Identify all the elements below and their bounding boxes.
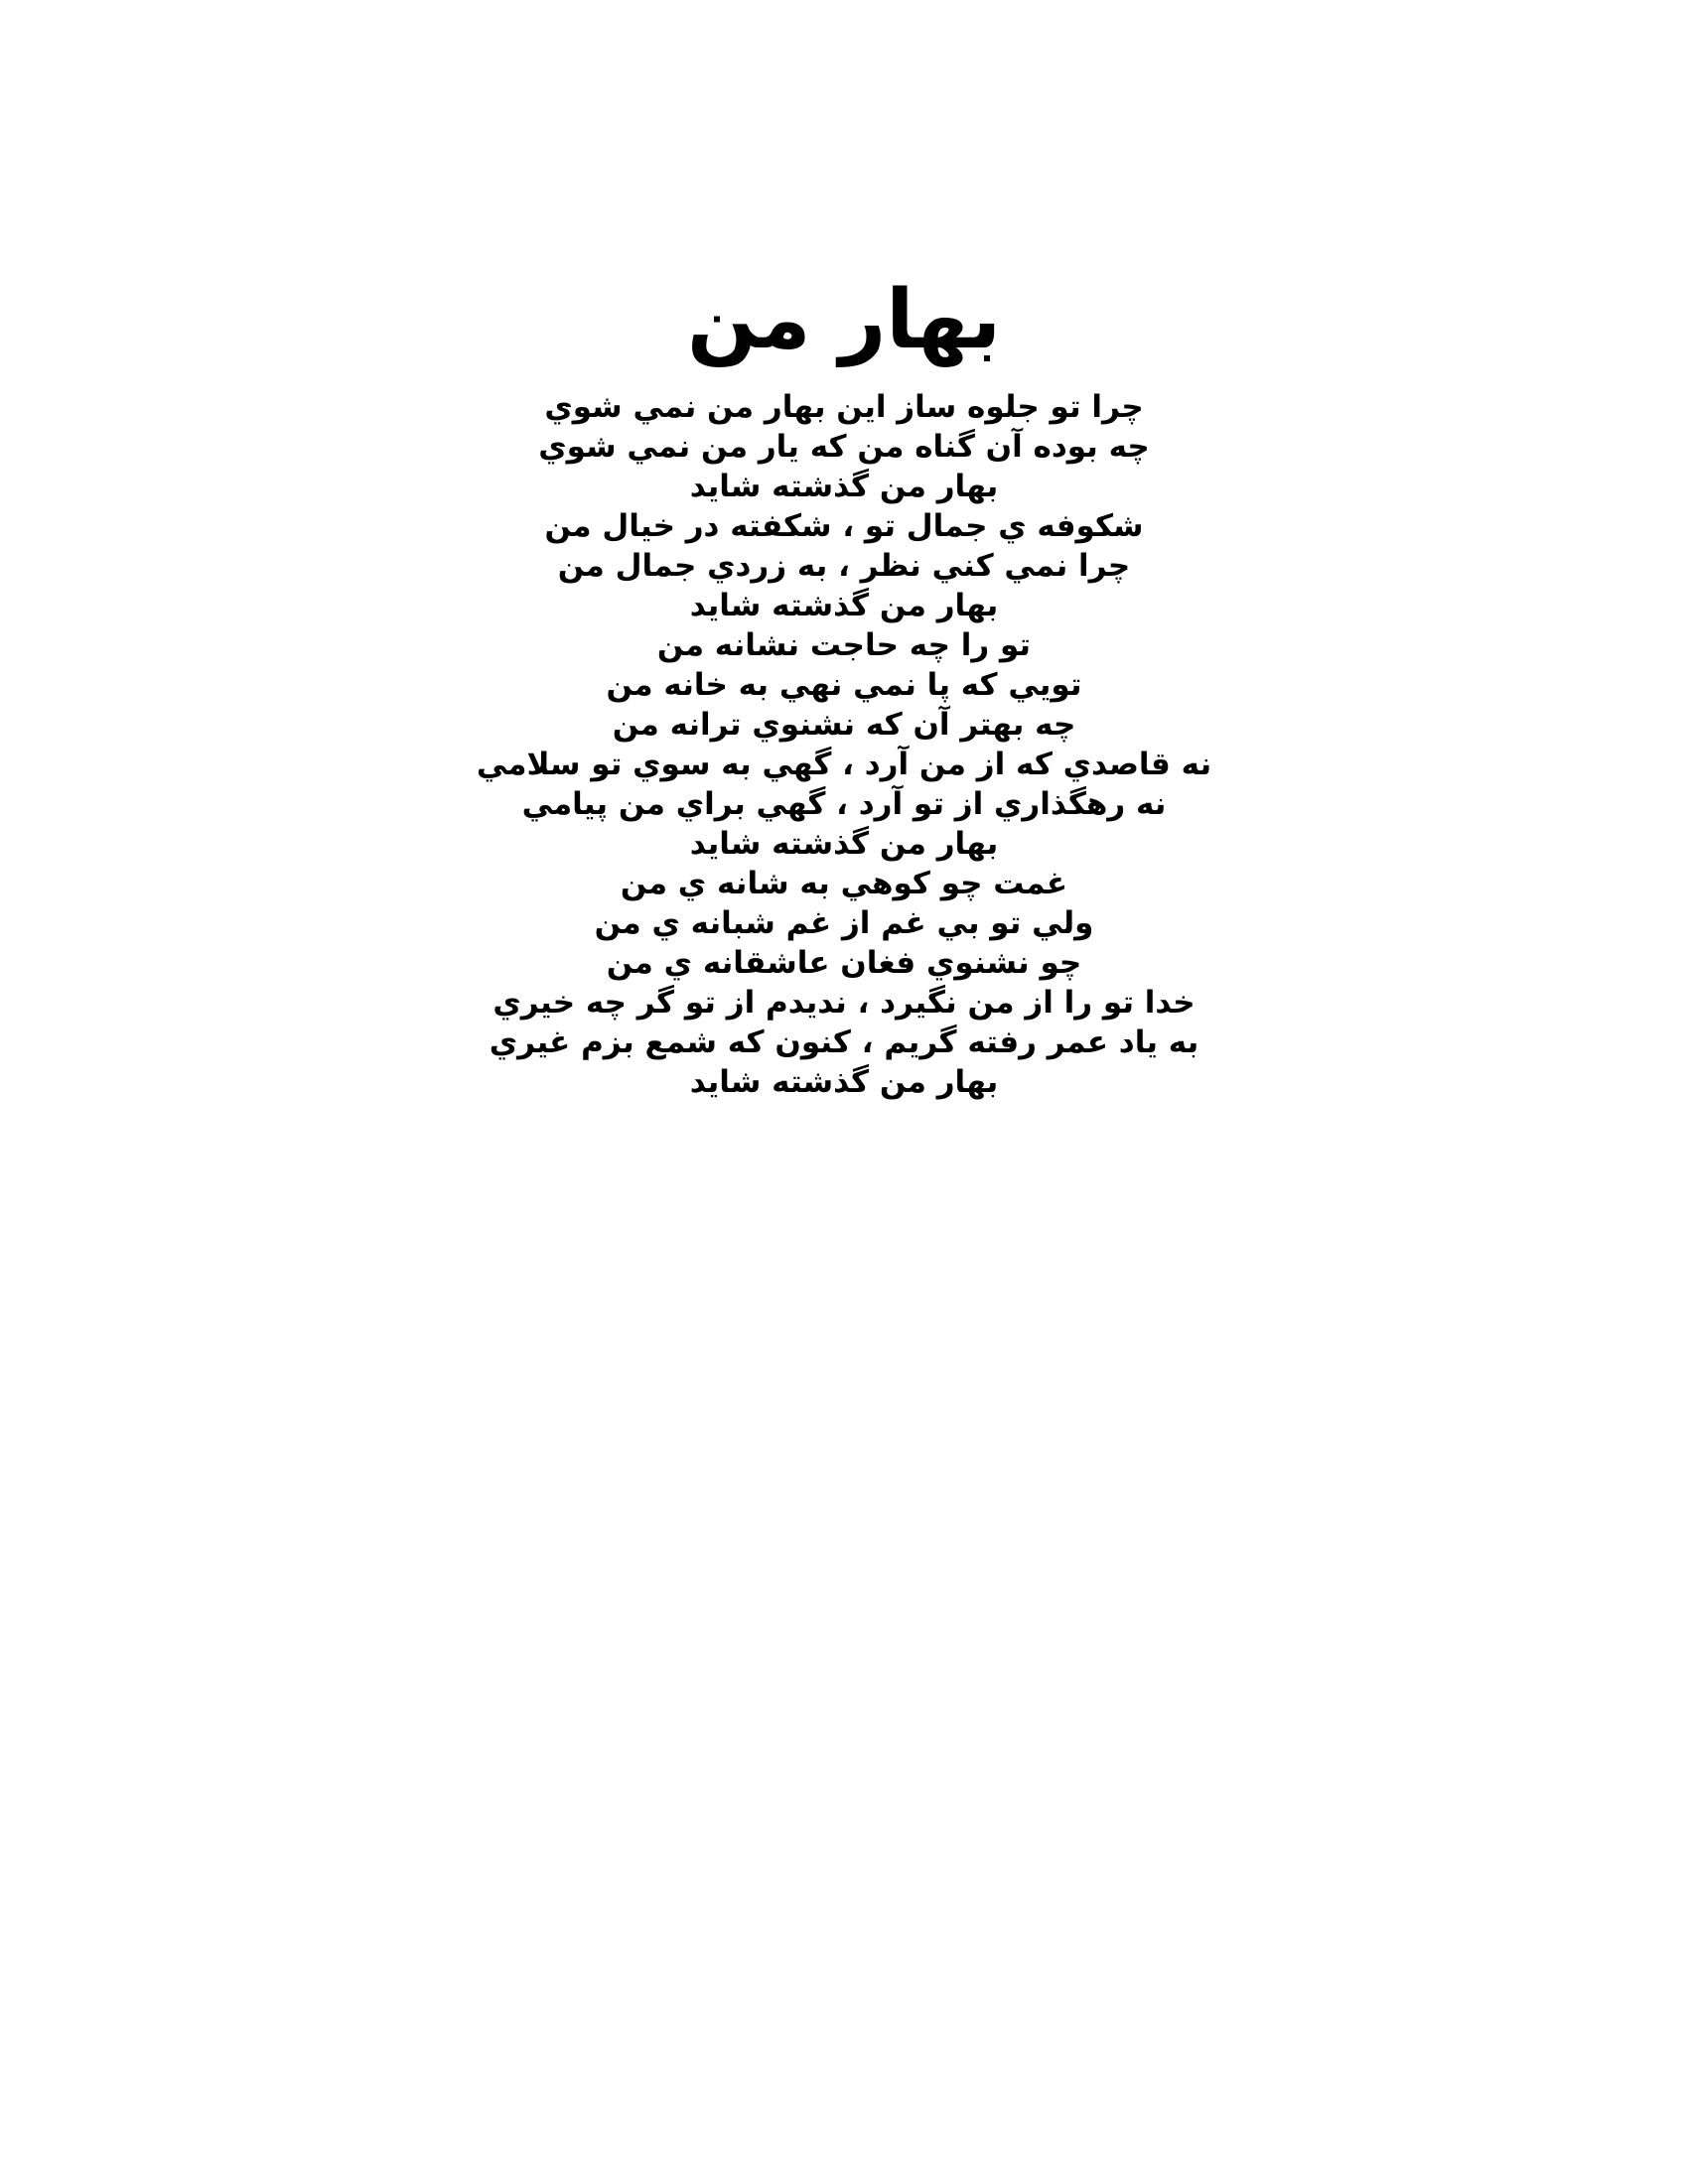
poem-line: شكوفه ي جمال تو ، شكفته در خيال من [544,508,1144,544]
poem-line: تويي كه پا نمي نهي به خانه من [606,667,1082,703]
poem-line: بهار من گذشته شايد [689,588,999,623]
poem-line: تو را چه حاجت نشانه من [656,627,1032,663]
poem-line: به ياد عمر رفته گريم ، كنون كه شمع بزم غيري [489,1024,1199,1060]
poem-line: خدا تو را از من نگيرد ، نديدم از تو گر چه خيري [492,985,1196,1021]
poem-line: ولي تو بي غم از غم شبانه ي من [594,905,1094,941]
poem-line: بهار من گذشته شايد [689,826,999,862]
poem [0,266,1688,1102]
poem-line: چه بوده آن گناه من كه يار من نمي شوي [538,429,1150,465]
poem-verses [0,387,1688,1102]
poem-line: چرا نمي كني نظر ، به زردي جمال من [557,548,1131,584]
poem-line: چه بهتر آن كه نشنوي ترانه من [612,707,1076,743]
poem-line: غمت چو كوهي به شانه ي من [620,866,1068,901]
poem-line: چو نشنوي فغان عاشقانه ي من [606,945,1082,981]
poem-line: چرا تو جلوه ساز اين بهار من نمي شوي [544,389,1144,425]
poem-title: بهار من [686,273,1002,367]
poem-line: بهار من گذشته شايد [689,469,999,504]
poem-line: نه قاصدي كه از من آرد ، گهي به سوي تو سلامي [476,747,1212,782]
poem-line: بهار من گذشته شايد [689,1064,999,1100]
poem-line: نه رهگذاري از تو آرد ، گهي براي من پيامي [521,786,1167,822]
